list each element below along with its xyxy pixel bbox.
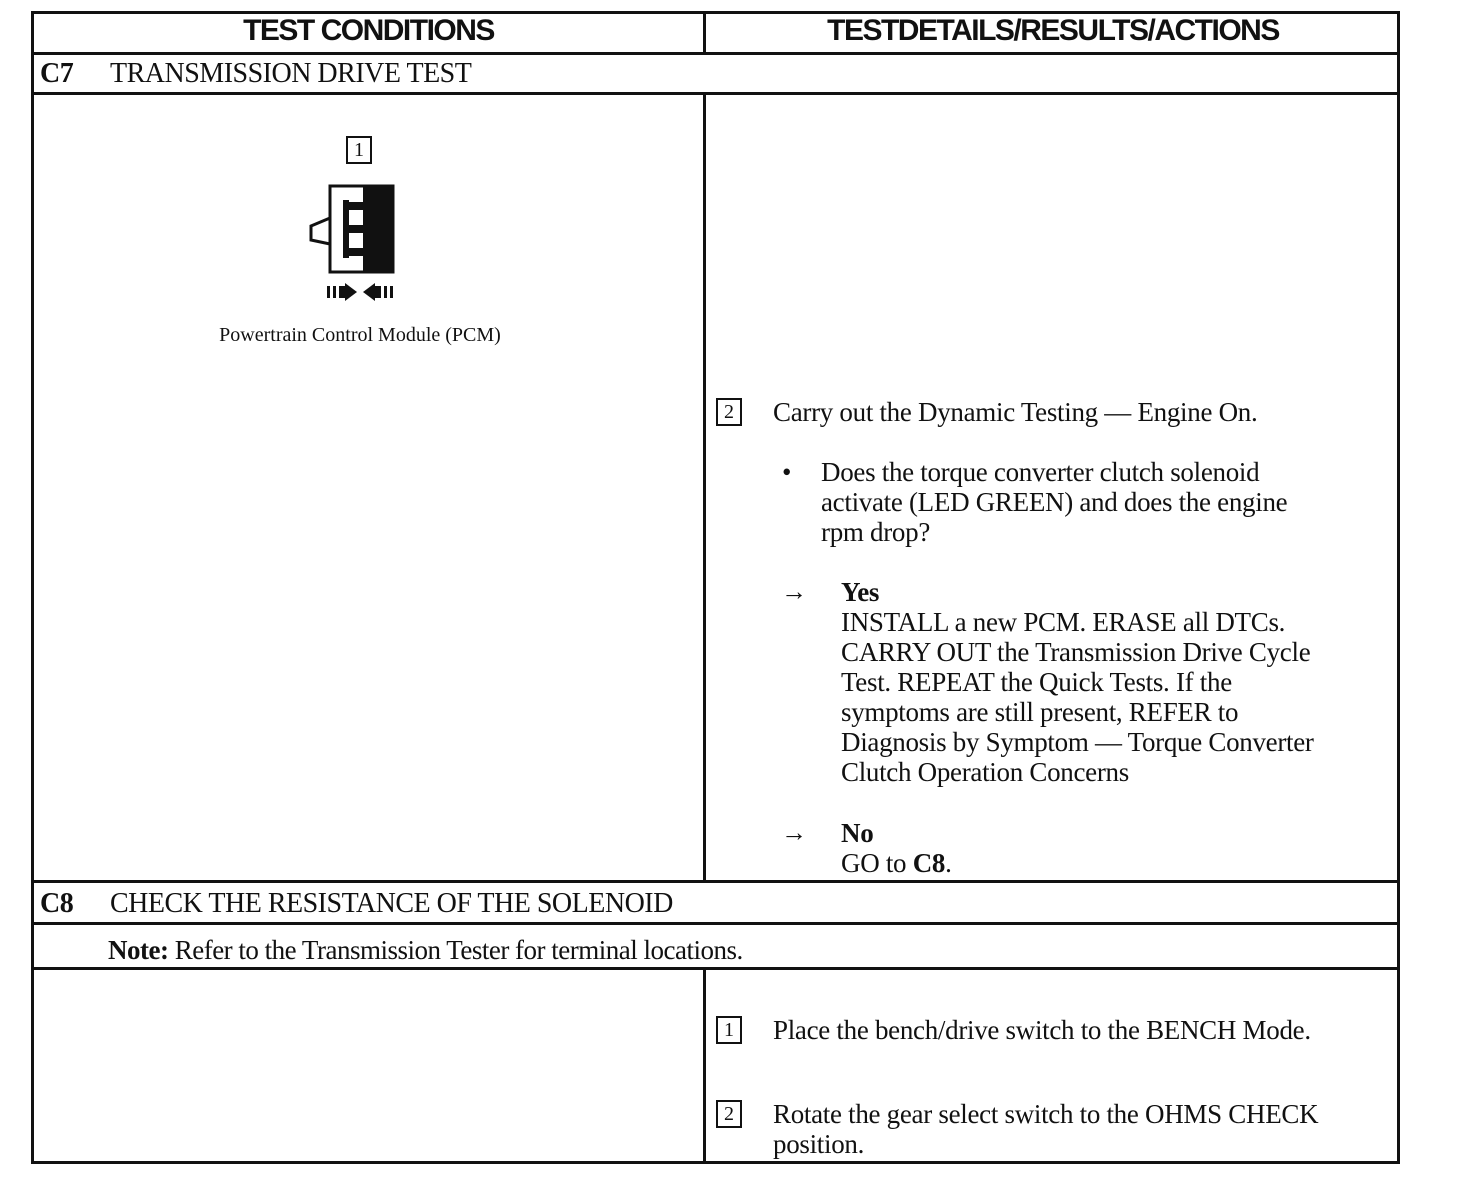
no-arrow-icon: → — [781, 818, 807, 847]
yes-label: Yes — [841, 577, 880, 607]
c8-step2-text: Rotate the gear select switch to the OHMS CHECK position. — [773, 1099, 1319, 1159]
c8-note — [108, 935, 743, 966]
c7-question-bullet: • — [782, 457, 792, 487]
note-text: Refer to the Transmission Tester for terminal locations. — [174, 935, 743, 965]
rule-c8-title — [31, 922, 1400, 925]
c7-code: C7 — [40, 58, 74, 89]
pcm-caption: Powertrain Control Module (PCM) — [219, 324, 501, 346]
goto-c8-link: C8 — [912, 848, 946, 878]
header-test-details: TESTDETAILS/RESULTS/ACTIONS — [827, 14, 1279, 47]
pcm-connector-icon — [305, 180, 405, 305]
rule-c7-end — [31, 880, 1400, 883]
c7-title: TRANSMISSION DRIVE TEST — [110, 58, 472, 89]
c8-step1-box: 1 — [716, 1016, 742, 1044]
c7-figure-step-box: 1 — [346, 136, 372, 164]
c8-code: C8 — [40, 888, 74, 919]
c8-step1-text: Place the bench/drive switch to the BENCH Mode. — [773, 1015, 1311, 1045]
yes-arrow-icon: → — [781, 577, 807, 606]
rule-c7-title — [31, 92, 1400, 95]
c7-step2-box: 2 — [716, 398, 742, 426]
note-label: Note: — [108, 935, 169, 965]
no-action: GO to C8. — [841, 848, 952, 878]
rule-c8-note — [31, 967, 1400, 970]
divider-c8 — [703, 967, 706, 1164]
no-label: No — [841, 818, 874, 848]
c8-step2-box: 2 — [716, 1100, 742, 1128]
c7-question: Does the torque converter clutch solenoid activate (LED GREEN) and does the engine rpm drop? — [821, 457, 1288, 547]
c7-step2-text: Carry out the Dynamic Testing — Engine On. — [773, 397, 1258, 427]
c7-section-title — [40, 58, 471, 90]
c8-title: CHECK THE RESISTANCE OF THE SOLENOID — [110, 888, 673, 919]
header-test-conditions: TEST CONDITIONS — [243, 14, 494, 47]
yes-action: INSTALL a new PCM. ERASE all DTCs. CARRY OUT the Transmission Drive Cycle Test. REPEAT the Quick Tests. If the symptoms are still present, REFER to Diagnosis by Symptom — Torque Converter Clutch Operation Concerns — [841, 607, 1314, 787]
divider-c7 — [703, 92, 706, 883]
rule-header — [31, 52, 1400, 55]
table-frame — [31, 11, 1400, 1164]
c8-section-title — [40, 888, 673, 920]
